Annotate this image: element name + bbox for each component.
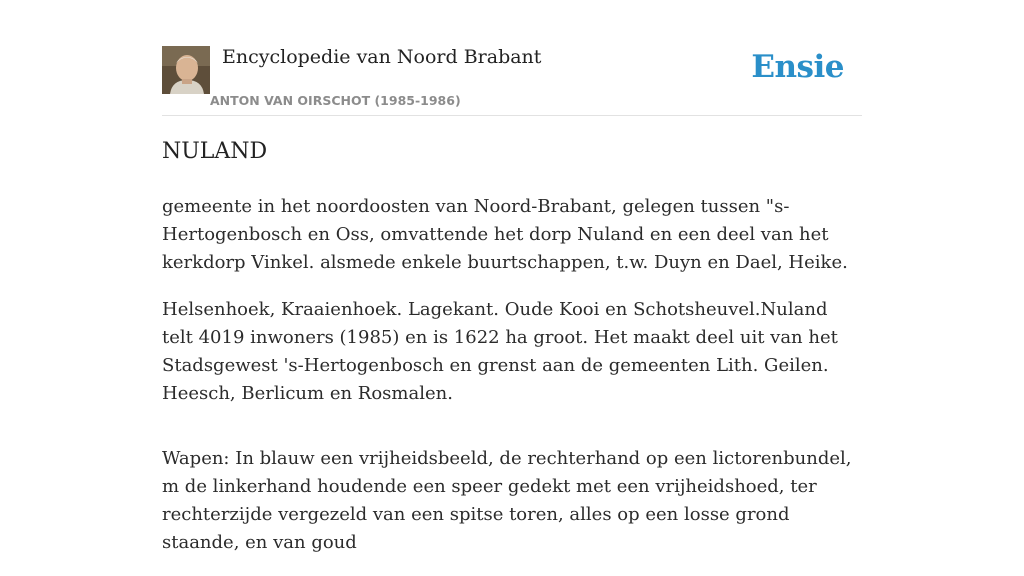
entry-header [162,40,862,116]
entry-paragraph: Helsenhoek, Kraaienhoek. Lagekant. Oude Kooi en Schotsheuvel.Nuland telt 4019 inwoners (1985) en is 1622 ha groot. Het maakt deel uit van het Stadsgewest 's-Hertogenbosch en grenst aan de gemeenten Lith. Geilen. Heesch, Berlicum en Rosmalen. [162,299,838,404]
author-portrait-icon [162,46,210,94]
entry-body [162,193,862,576]
author-avatar[interactable] [162,46,210,94]
entry-title: NULAND [162,139,268,164]
book-title[interactable]: Encyclopedie van Noord Brabant [222,46,542,68]
entry-paragraph: Wapen: In blauw een vrijheidsbeeld, de rechterhand op een lictorenbundel, m de linkerhand houdende een speer gedekt met een vrijheidshoed, ter rechterzijde vergezeld van een spitse toren, alles op een losse grond staande, en van goud [162,448,852,553]
ensie-logo[interactable]: Ensie [751,49,844,85]
author-name[interactable]: ANTON VAN OIRSCHOT (1985-1986) [210,93,461,108]
entry-paragraph: gemeente in het noordoosten van Noord-Brabant, gelegen tussen "s-Hertogenbosch en Oss, omvattende het dorp Nuland en een deel van het kerkdorp Vinkel. alsmede enkele buurtschappen, t.w. Duyn en Dael, Heike. [162,196,848,273]
